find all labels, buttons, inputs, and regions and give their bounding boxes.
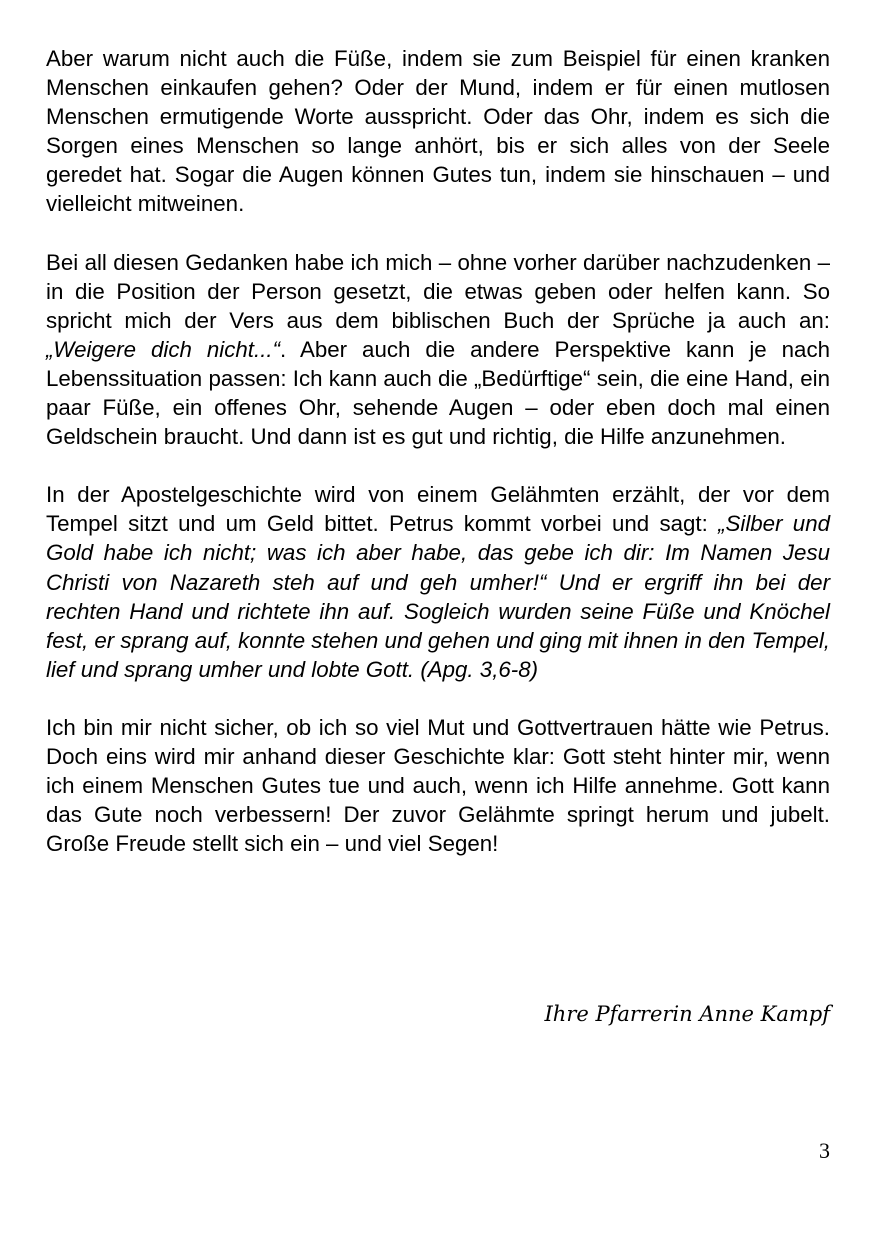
- paragraph-3-text: In der Apostelgeschichte wird von einem Gelähmten erzählt, der vor dem Tempel sitzt und um Geld bittet. Petrus kommt vorbei und sagt:: [46, 482, 830, 537]
- proverbs-quote: „Weigere dich nicht...“: [46, 336, 281, 362]
- paragraph-4: [46, 713, 830, 858]
- paragraph-3: [46, 480, 830, 684]
- acts-quote: „Silber und Gold habe ich nicht; was ich aber habe, das gebe ich dir: Im Namen Jesu Christi von Nazareth steh auf und geh umher!“ Und er ergriff ihn bei der rechten Hand und richtete ihn auf. Sogleich wurden seine Füße und Knöchel fest, er sprang auf, konnte stehen und gehen und ging mit ihnen in den Tempel, lief und sprang umher und lobte Gott. (Apg. 3,6-8): [46, 511, 830, 682]
- paragraph-1: [46, 44, 830, 219]
- paragraph-4-text: Ich bin mir nicht sicher, ob ich so viel Mut und Gottvertrauen hätte wie Petrus. Doch eins wird mir anhand dieser Geschichte klar: Gott steht hinter mir, wenn ich einem Menschen Gutes tue und auch, wenn ich Hilfe annehme. Gott kann das Gute noch verbessern! Der zuvor Gelähmte springt herum und jubelt. Große Freude stellt sich ein – und viel Segen!: [46, 714, 830, 857]
- paragraph-1-text: Aber warum nicht auch die Füße, indem sie zum Beispiel für einen kranken Menschen einkaufen gehen? Oder der Mund, indem er für einen mutlosen Menschen ermutigende Worte ausspricht. Oder das Ohr, indem es sich die Sorgen eines Menschen so lange anhört, bis er sich alles von der Seele geredet hat. Sogar die Augen können Gutes tun, indem sie hinschauen – und vielleicht mitweinen.: [46, 46, 830, 217]
- page-number: 3: [819, 1138, 830, 1163]
- signature: Ihre Pfarrerin Anne Kampf: [544, 1002, 830, 1026]
- body-text: [46, 44, 830, 858]
- paragraph-2: [46, 248, 830, 452]
- paragraph-2-text-b: . Aber auch die andere Perspektive kann je nach Lebenssituation passen: Ich kann auch die „Bedürftige“ sein, die eine Hand, ein paar Füße, ein offenes Ohr, sehende Augen – oder eben doch mal einen Geldschein braucht. Und dann ist es gut und richtig, die Hilfe anzunehmen.: [46, 336, 831, 450]
- paragraph-2-text-a: Bei all diesen Gedanken habe ich mich – ohne vorher darüber nachzudenken – in die Position der Person gesetzt, die etwas geben oder helfen kann. So spricht mich der Vers aus dem biblischen Buch der Sprüche ja auch an:: [46, 249, 830, 333]
